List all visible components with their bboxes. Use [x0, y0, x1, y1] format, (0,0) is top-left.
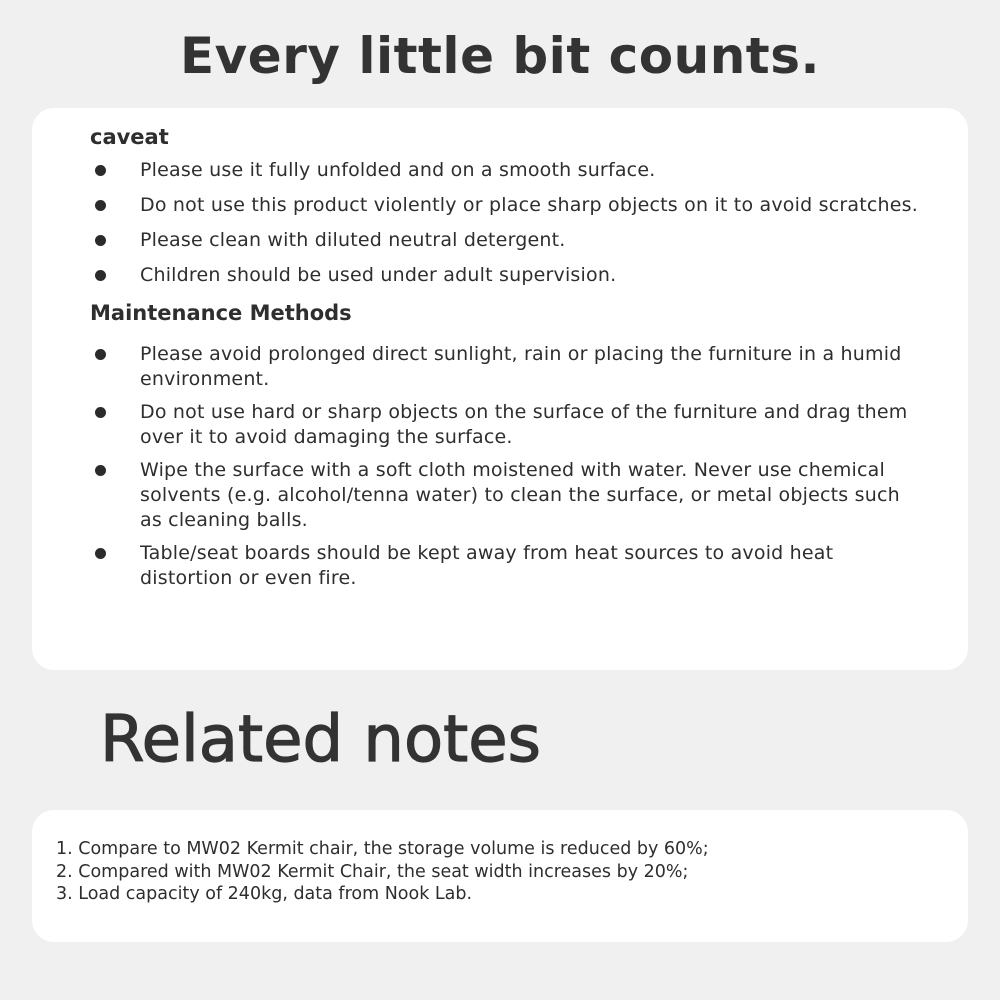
note-line: 3. Load capacity of 240kg, data from Nook Lab.: [56, 884, 473, 904]
caveat-item-text: Please use it fully unfolded and on a smooth surface.: [140, 159, 656, 181]
headline-related-notes: Related notes: [100, 703, 541, 777]
maintenance-item-text: Do not use hard or sharp objects on the surface of the furniture and drag them over it to avoid damaging the surface.: [140, 401, 908, 448]
caveat-item-text: Do not use this product violently or place sharp objects on it to avoid scratches.: [140, 194, 918, 216]
maintenance-item: [90, 400, 928, 450]
caveat-list: [90, 158, 928, 288]
maintenance-item: [90, 458, 928, 533]
bullet-icon: [95, 235, 106, 246]
caveat-card: [32, 108, 968, 670]
bullet-icon: [95, 407, 106, 418]
maintenance-item-text: Wipe the surface with a soft cloth moistened with water. Never use chemical solvents (e.g. alcohol/tenna water) to clean the surface, or metal objects such as cleaning balls.: [140, 459, 900, 531]
bullet-icon: [95, 548, 106, 559]
maintenance-item: [90, 541, 928, 591]
caveat-title: caveat: [90, 125, 169, 149]
caveat-item: [90, 158, 928, 183]
bullet-icon: [95, 165, 106, 176]
headline-every-little-bit-counts: Every little bit counts.: [180, 27, 820, 85]
caveat-item-text: Please clean with diluted neutral detergent.: [140, 229, 566, 251]
caveat-item: [90, 228, 928, 253]
bullet-icon: [95, 200, 106, 211]
maintenance-title: Maintenance Methods: [90, 301, 352, 325]
maintenance-item: [90, 342, 928, 392]
maintenance-item-text: Please avoid prolonged direct sunlight, rain or placing the furniture in a humid environment.: [140, 343, 902, 390]
note-line: 1. Compare to MW02 Kermit chair, the storage volume is reduced by 60%;: [56, 839, 709, 859]
bullet-icon: [95, 465, 106, 476]
note-line: 2. Compared with MW02 Kermit Chair, the seat width increases by 20%;: [56, 861, 689, 882]
notes-card: [32, 810, 968, 942]
bullet-icon: [95, 270, 106, 281]
caveat-item: [90, 263, 928, 288]
maintenance-list: [90, 342, 928, 591]
caveat-item-text: Children should be used under adult supervision.: [140, 264, 617, 286]
bullet-icon: [95, 349, 106, 360]
caveat-item: [90, 193, 928, 218]
maintenance-item-text: Table/seat boards should be kept away from heat sources to avoid heat distortion or even fire.: [140, 542, 834, 589]
